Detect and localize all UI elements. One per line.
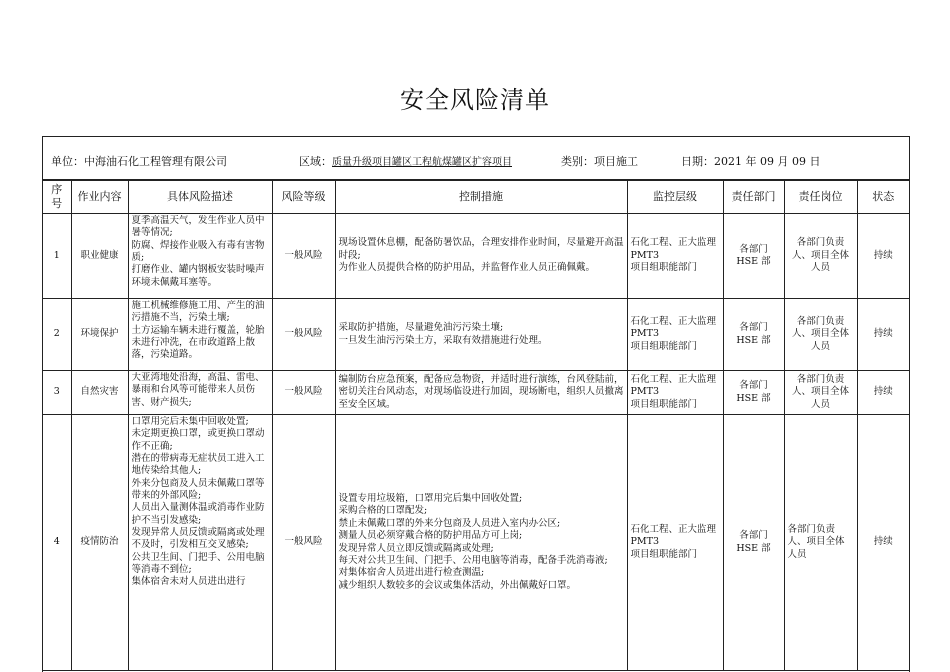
- measure-line: 编制防台应急预案，配备应急物资，并适时进行演练，台风登陆前，密切关注台风动态，对现场临设进行加固，现场断电，组织人员撤离至安全区域。: [338, 373, 624, 410]
- measure-line: 测量人员必须穿戴合格的防护用品方可上岗;: [338, 530, 523, 542]
- dept-line: 各部门: [739, 380, 768, 392]
- risk-line: 打磨作业、罐内钢板安装时噪声环境未佩戴耳塞等。: [131, 264, 265, 288]
- area-field: [299, 153, 512, 169]
- monitor-line: 项目组职能部门: [630, 340, 698, 352]
- row-task: 疫情防治: [71, 415, 128, 671]
- risk-list-frame: [42, 136, 910, 672]
- monitor-line: 项目组职能部门: [630, 262, 698, 274]
- row-dept: [723, 415, 784, 671]
- header-no: 序号: [43, 181, 71, 214]
- table-row: [43, 299, 909, 371]
- dept-line: HSE 部: [736, 256, 771, 267]
- header-status: 状态: [857, 181, 909, 214]
- header-post: 责任岗位: [784, 181, 857, 214]
- header-measures: 控制措施: [335, 181, 627, 214]
- row-monitor: [627, 415, 723, 671]
- unit-label: 单位：: [51, 155, 84, 168]
- measure-line: 减少组织人数较多的会议或集体活动，外出佩戴好口罩。: [338, 579, 577, 591]
- header-risk: 具体风险描述: [128, 181, 272, 214]
- risk-line: 施工机械维修施工用、产生的油污措施不当，污染土壤;: [131, 300, 265, 324]
- row-measures: [335, 214, 627, 299]
- row-level: 一般风险: [272, 415, 335, 671]
- row-no: 1: [43, 214, 71, 299]
- date-label: 日期：: [681, 155, 714, 168]
- row-measures: [335, 415, 627, 671]
- risk-line: 发现异常人员反馈或隔离或处理不及时，引发相互交叉感染;: [131, 527, 265, 551]
- measure-line: 发现异常人员立即反馈或隔离或处理;: [338, 542, 494, 554]
- measure-line: 一旦发生油污污染土方，采取有效措施进行处理。: [338, 334, 548, 346]
- risk-line: 夏季高温天气，发生作业人员中暑等情况;: [131, 215, 265, 239]
- date-field: [681, 153, 820, 169]
- dept-line: 各部门: [739, 530, 768, 542]
- measure-line: 禁止未佩戴口罩的外来分包商及人员进入室内办公区;: [338, 517, 561, 529]
- risk-line: 公共卫生间、门把手、公用电脑等消毒不到位;: [131, 551, 265, 576]
- row-measures: [335, 299, 627, 371]
- row-task: 自然灾害: [71, 371, 128, 415]
- header-dept: 责任部门: [723, 181, 784, 214]
- dept-line: HSE 部: [736, 334, 771, 346]
- row-status: 持续: [857, 415, 909, 671]
- measure-line: 采取防护措施，尽量避免油污污染土壤;: [338, 322, 504, 334]
- row-level: 一般风险: [272, 299, 335, 371]
- risk-line: 潜在的带病毒无症状员工进入工地传染给其他人;: [131, 453, 265, 477]
- measure-line: 每天对公共卫生间、门把手、公用电脑等消毒，配备手洗消毒液;: [338, 554, 608, 566]
- area-value: 质量升级项目罐区工程航煤罐区扩容项目: [332, 157, 512, 168]
- risk-line: 大亚湾地处沿海，高温、雷电、暴雨和台风等可能带来人员伤害、财产损失;: [131, 372, 265, 408]
- row-risk: [128, 371, 272, 415]
- row-task: 职业健康: [71, 214, 128, 299]
- row-risk: [128, 415, 272, 671]
- meta-bar: [43, 137, 909, 180]
- risk-line: 土方运输车辆未进行覆盖，轮胎未进行冲洗，在市政道路上散落，污染道路。: [131, 324, 265, 361]
- row-risk: [128, 299, 272, 371]
- risk-line: 人员出入量测体温或消毒作业防护不当引发感染;: [131, 502, 265, 526]
- risk-line: 口罩用完后未集中回收处置;: [131, 416, 249, 427]
- monitor-line: 石化工程、正大监理 PMT3: [630, 523, 717, 548]
- table-row: [43, 214, 909, 299]
- row-monitor: [627, 299, 723, 371]
- table-row: [43, 415, 909, 671]
- row-post: 各部门负责人、项目全体人员: [784, 214, 857, 299]
- measure-line: 采购合格的口罩配发;: [338, 505, 428, 517]
- category-value: 项目施工: [594, 155, 638, 168]
- header-task: 作业内容: [71, 181, 128, 214]
- table-row: [43, 371, 909, 415]
- page-title: 安全风险清单: [400, 86, 550, 114]
- risk-line: 集体宿舍未对人员进出进行: [131, 576, 246, 588]
- row-level: 一般风险: [272, 214, 335, 299]
- header-level: 风险等级: [272, 181, 335, 214]
- area-label: 区域：: [299, 155, 332, 168]
- unit-field: [51, 153, 227, 169]
- dept-line: 各部门: [739, 322, 768, 334]
- risk-line: 未定期更换口罩，或更换口罩动作不正确;: [131, 428, 265, 452]
- category-label: 类别：: [561, 155, 594, 168]
- measure-line: 现场设置休息棚，配备防暑饮品，合理安排作业时间，尽量避开高温时段;: [338, 237, 624, 261]
- risk-line: 外来分包商及人员未佩戴口罩等带来的外部风险;: [131, 477, 265, 502]
- row-risk: [128, 214, 272, 299]
- row-post: 各部门负责人、项目全体人员: [784, 299, 857, 371]
- measure-line: 对集体宿舍人员进出进行检查测温;: [338, 567, 485, 579]
- risk-table: [43, 180, 909, 671]
- monitor-line: 石化工程、正大监理 PMT3: [630, 237, 717, 261]
- monitor-line: 石化工程、正大监理 PMT3: [630, 315, 717, 340]
- date-value: 2021 年 09 月 09 日: [714, 155, 821, 168]
- row-task: 环境保护: [71, 299, 128, 371]
- row-monitor: [627, 371, 723, 415]
- monitor-line: 项目组职能部门: [630, 548, 698, 560]
- row-post: 各部门负责人、项目全体人员: [784, 415, 857, 671]
- risk-line: 防腐、焊接作业吸入有毒有害物质;: [131, 239, 265, 264]
- row-post: 各部门负责人、项目全体人员: [784, 371, 857, 415]
- header-monitor: 监控层级: [627, 181, 723, 214]
- dept-line: HSE 部: [736, 392, 771, 404]
- unit-value: 中海油石化工程管理有限公司: [84, 155, 227, 168]
- row-status: 持续: [857, 299, 909, 371]
- row-measures: [335, 371, 627, 415]
- row-dept: [723, 214, 784, 299]
- monitor-line: 项目组职能部门: [630, 398, 698, 410]
- dept-line: HSE 部: [736, 542, 771, 554]
- row-no: 4: [43, 415, 71, 671]
- row-no: 3: [43, 371, 71, 415]
- dept-line: 各部门: [739, 243, 768, 255]
- monitor-line: 石化工程、正大监理 PMT3: [630, 373, 717, 398]
- measure-line: 设置专用垃圾箱，口罩用完后集中回收处置;: [338, 493, 523, 505]
- row-dept: [723, 371, 784, 415]
- row-dept: [723, 299, 784, 371]
- table-header-row: [43, 181, 909, 214]
- row-status: 持续: [857, 214, 909, 299]
- row-no: 2: [43, 299, 71, 371]
- row-level: 一般风险: [272, 371, 335, 415]
- row-status: 持续: [857, 371, 909, 415]
- row-monitor: [627, 214, 723, 299]
- measure-line: 为作业人员提供合格的防护用品，并监督作业人员正确佩戴。: [338, 262, 596, 274]
- category-field: [561, 153, 638, 169]
